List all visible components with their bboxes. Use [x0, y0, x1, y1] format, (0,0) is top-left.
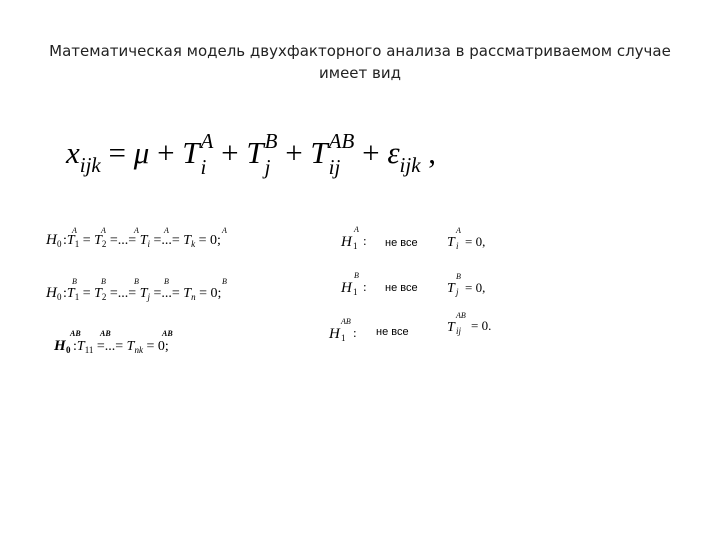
h1-ab-tail-formula	[447, 313, 507, 337]
h1-a-colon: :	[363, 233, 367, 248]
h1-a-T-sup: A	[456, 226, 461, 235]
h1-a-eq: = 0,	[465, 234, 486, 249]
eq-epsilon: ε	[387, 135, 400, 171]
h0-a-H: H	[46, 232, 57, 248]
h1-ab-colon: :	[353, 325, 357, 340]
h0-ab-formula	[54, 328, 224, 356]
h1-a-sub: 1	[353, 241, 358, 251]
h1-ab-T-sup: AB	[456, 311, 466, 320]
h0-a-sub: 0	[57, 239, 62, 249]
eq-comma: ,	[428, 135, 437, 171]
h1-b-T-sub: j	[456, 287, 459, 297]
h0-a-sup-1: A	[72, 226, 77, 235]
eq-t3-scripts	[328, 129, 355, 179]
eq-plus-1: +	[157, 135, 175, 171]
h1-ab-sup: AB	[341, 317, 351, 326]
h0-a-formula	[46, 228, 268, 250]
h0-ab-H: H	[54, 338, 66, 354]
eq-x: x	[66, 135, 80, 171]
h0-interaction-ab	[54, 328, 224, 360]
slide-title	[40, 40, 680, 84]
h1-interaction-ab	[326, 318, 366, 346]
h1-a-sup: A	[354, 225, 359, 234]
eq-t3-sub: ij	[328, 154, 341, 179]
h0-a-body: $:T_1 = T_2$ =...= $T_i$ =...= $T_k = 0$;	[63, 233, 221, 249]
eq-mu: μ	[133, 135, 150, 171]
h0-a-sup-2: A	[101, 226, 106, 235]
h0-a-sup-5: A	[134, 226, 139, 235]
h0-b-sup-5: B	[134, 277, 139, 286]
h0-b-sup-2: B	[101, 277, 106, 286]
h1-ab-T: T	[447, 320, 455, 335]
h0-b-formula	[46, 279, 268, 303]
h0-a-sup-4: A	[222, 226, 227, 235]
model-equation	[66, 129, 437, 179]
h1-b-symbol	[338, 272, 378, 296]
title-line-1: Математическая модель двухфакторного анализа в рассматриваемом случае	[49, 42, 671, 60]
h1-a-tail-formula	[447, 228, 507, 252]
h1-ab-label: не все	[376, 326, 409, 338]
eq-t1-sup: A	[200, 129, 214, 153]
h1-ab-tail	[447, 313, 507, 341]
h0-ab-sup-3: AB	[162, 329, 173, 338]
eq-x-sub: ijk	[79, 153, 101, 178]
h1-b-T-sup: B	[456, 272, 461, 281]
h1-b-sup: B	[354, 271, 359, 280]
h1-ab-symbol	[326, 318, 366, 342]
h0-ab-sup-2: AB	[100, 329, 111, 338]
h0-ab-sup-1: AB	[70, 329, 81, 338]
h1-b-sub: 1	[353, 287, 358, 297]
h1-ab-H: H	[329, 326, 340, 342]
h1-a-symbol	[338, 225, 378, 252]
h0-factor-b	[46, 279, 268, 307]
h0-b-sup-1: B	[72, 277, 77, 286]
h1-b-label: не все	[385, 282, 418, 294]
h1-ab-eq: = 0.	[471, 318, 492, 333]
title-line-2: имеет вид	[319, 64, 401, 82]
h1-a-T-sub: i	[456, 241, 459, 251]
h1-factor-b	[338, 272, 378, 300]
h0-ab-body: $:T_{11}$ =...= $T_{nk} = 0$;	[73, 339, 169, 355]
eq-t2-sup: B	[264, 129, 278, 153]
h0-a-sup-3: A	[164, 226, 169, 235]
h0-b-sup-3: B	[164, 277, 169, 286]
eq-t2-sub: j	[264, 154, 271, 179]
eq-equals: =	[108, 135, 126, 171]
eq-t3: T	[310, 135, 328, 171]
h0-b-sup-4: B	[222, 277, 227, 286]
eq-t2-scripts	[264, 129, 278, 179]
h0-ab-sub: 0	[66, 345, 71, 355]
eq-plus-4: +	[362, 135, 380, 171]
h1-ab-sub: 1	[341, 333, 346, 343]
h0-b-H: H	[46, 285, 57, 301]
eq-plus-3: +	[285, 135, 303, 171]
h1-a-tail	[447, 228, 507, 256]
eq-t1-scripts	[200, 129, 214, 179]
eq-t1: T	[182, 135, 200, 171]
h1-b-T: T	[447, 281, 455, 296]
h0-b-sub: 0	[57, 292, 62, 302]
h1-ab-T-sub: ij	[456, 326, 462, 336]
eq-epsilon-sub: ijk	[399, 153, 421, 178]
eq-t2: T	[246, 135, 264, 171]
h1-b-tail-formula	[447, 272, 507, 296]
h1-b-colon: :	[363, 279, 367, 294]
h1-a-H: H	[341, 234, 352, 250]
h1-a-T: T	[447, 235, 455, 250]
h1-a-label: не все	[385, 237, 418, 249]
eq-t3-sup: AB	[328, 129, 355, 153]
h1-b-tail	[447, 272, 507, 300]
h1-b-H: H	[341, 280, 352, 296]
eq-plus-2: +	[221, 135, 239, 171]
h0-b-body: $:T_1 = T_2$ =...= $T_j$ =...= $T_n = 0$;	[63, 286, 222, 302]
eq-t1-sub: i	[200, 154, 207, 179]
h1-b-eq: = 0,	[465, 280, 486, 295]
h0-factor-a	[46, 228, 268, 254]
h1-factor-a	[338, 225, 378, 256]
